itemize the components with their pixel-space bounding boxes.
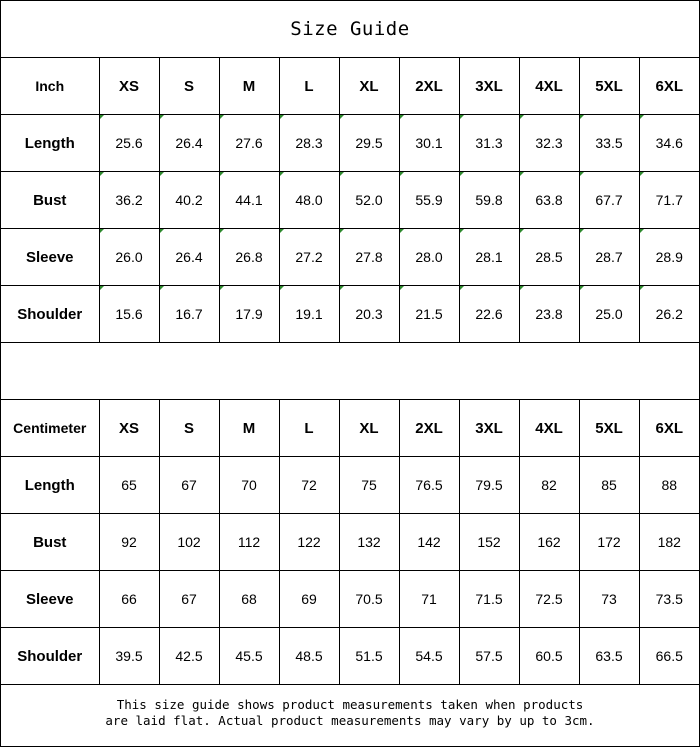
- measurement-value: 71.7: [639, 172, 699, 229]
- measurement-value: 60.5: [519, 628, 579, 685]
- measurement-value: 52.0: [339, 172, 399, 229]
- table-row: [1, 571, 699, 628]
- measurement-value: 73: [579, 571, 639, 628]
- measurement-value: 55.9: [399, 172, 459, 229]
- measurement-note: [1, 685, 699, 741]
- measurement-value: 92: [99, 514, 159, 571]
- measurement-value: 112: [219, 514, 279, 571]
- measurement-value: 36.2: [99, 172, 159, 229]
- measurement-value: 48.0: [279, 172, 339, 229]
- measurement-value: 132: [339, 514, 399, 571]
- size-header-4xl: 4XL: [519, 400, 579, 457]
- measurement-value: 28.0: [399, 229, 459, 286]
- table-row: [1, 457, 699, 514]
- measurement-value: 28.5: [519, 229, 579, 286]
- measurement-label-shoulder: Shoulder: [1, 628, 99, 685]
- measurement-value: 54.5: [399, 628, 459, 685]
- size-header-xl: XL: [339, 400, 399, 457]
- measurement-value: 182: [639, 514, 699, 571]
- measurement-value: 19.1: [279, 286, 339, 343]
- measurement-value: 21.5: [399, 286, 459, 343]
- measurement-label-shoulder: Shoulder: [1, 286, 99, 343]
- size-header-5xl: 5XL: [579, 400, 639, 457]
- table-row: [1, 229, 699, 286]
- table-spacer: [1, 343, 699, 400]
- measurement-value: 67.7: [579, 172, 639, 229]
- measurement-value: 79.5: [459, 457, 519, 514]
- measurement-value: 152: [459, 514, 519, 571]
- measurement-value: 39.5: [99, 628, 159, 685]
- measurement-value: 72.5: [519, 571, 579, 628]
- measurement-value: 42.5: [159, 628, 219, 685]
- size-header-m: M: [219, 400, 279, 457]
- measurement-value: 68: [219, 571, 279, 628]
- measurement-value: 172: [579, 514, 639, 571]
- measurement-note-line: are laid flat. Actual product measurements may vary by up to 3cm.: [105, 713, 595, 728]
- measurement-value: 73.5: [639, 571, 699, 628]
- size-header-xl: XL: [339, 58, 399, 115]
- measurement-value: 69: [279, 571, 339, 628]
- measurement-value: 63.8: [519, 172, 579, 229]
- measurement-label-bust: Bust: [1, 172, 99, 229]
- measurement-value: 32.3: [519, 115, 579, 172]
- measurement-value: 22.6: [459, 286, 519, 343]
- size-header-5xl: 5XL: [579, 58, 639, 115]
- measurement-value: 48.5: [279, 628, 339, 685]
- measurement-value: 88: [639, 457, 699, 514]
- measurement-value: 26.4: [159, 229, 219, 286]
- size-header-m: M: [219, 58, 279, 115]
- measurement-value: 70: [219, 457, 279, 514]
- measurement-value: 20.3: [339, 286, 399, 343]
- table-row: [1, 115, 699, 172]
- measurement-value: 34.6: [639, 115, 699, 172]
- table-row: [1, 286, 699, 343]
- measurement-value: 26.8: [219, 229, 279, 286]
- measurement-value: 76.5: [399, 457, 459, 514]
- measurement-value: 63.5: [579, 628, 639, 685]
- measurement-value: 25.6: [99, 115, 159, 172]
- measurement-value: 26.2: [639, 286, 699, 343]
- size-header-6xl: 6XL: [639, 58, 699, 115]
- measurement-value: 72: [279, 457, 339, 514]
- measurement-value: 17.9: [219, 286, 279, 343]
- measurement-note-line: This size guide shows product measurements taken when products: [116, 697, 584, 712]
- measurement-value: 67: [159, 571, 219, 628]
- measurement-value: 122: [279, 514, 339, 571]
- measurement-value: 31.3: [459, 115, 519, 172]
- centimeter-size-table: [1, 400, 699, 685]
- size-header-xs: XS: [99, 58, 159, 115]
- measurement-value: 25.0: [579, 286, 639, 343]
- measurement-label-sleeve: Sleeve: [1, 229, 99, 286]
- measurement-value: 26.4: [159, 115, 219, 172]
- measurement-value: 27.8: [339, 229, 399, 286]
- measurement-value: 26.0: [99, 229, 159, 286]
- measurement-value: 142: [399, 514, 459, 571]
- measurement-label-sleeve: Sleeve: [1, 571, 99, 628]
- measurement-value: 28.7: [579, 229, 639, 286]
- measurement-value: 16.7: [159, 286, 219, 343]
- measurement-value: 75: [339, 457, 399, 514]
- inch-header-row: [1, 58, 699, 115]
- measurement-value: 28.1: [459, 229, 519, 286]
- measurement-value: 27.2: [279, 229, 339, 286]
- measurement-value: 15.6: [99, 286, 159, 343]
- size-header-2xl: 2XL: [399, 58, 459, 115]
- measurement-value: 85: [579, 457, 639, 514]
- measurement-value: 70.5: [339, 571, 399, 628]
- measurement-value: 65: [99, 457, 159, 514]
- measurement-value: 66.5: [639, 628, 699, 685]
- measurement-value: 59.8: [459, 172, 519, 229]
- measurement-value: 57.5: [459, 628, 519, 685]
- cm-header-row: [1, 400, 699, 457]
- cm-unit-label: Centimeter: [1, 400, 99, 457]
- measurement-value: 71.5: [459, 571, 519, 628]
- measurement-value: 44.1: [219, 172, 279, 229]
- size-header-l: L: [279, 58, 339, 115]
- size-header-2xl: 2XL: [399, 400, 459, 457]
- measurement-value: 27.6: [219, 115, 279, 172]
- measurement-value: 28.3: [279, 115, 339, 172]
- measurement-value: 28.9: [639, 229, 699, 286]
- size-header-xs: XS: [99, 400, 159, 457]
- measurement-value: 33.5: [579, 115, 639, 172]
- page-title: Size Guide: [1, 1, 699, 58]
- measurement-value: 40.2: [159, 172, 219, 229]
- measurement-value: 162: [519, 514, 579, 571]
- measurement-value: 102: [159, 514, 219, 571]
- measurement-value: 29.5: [339, 115, 399, 172]
- measurement-value: 30.1: [399, 115, 459, 172]
- measurement-label-length: Length: [1, 115, 99, 172]
- measurement-value: 82: [519, 457, 579, 514]
- inch-unit-label: Inch: [1, 58, 99, 115]
- size-header-4xl: 4XL: [519, 58, 579, 115]
- table-row: [1, 172, 699, 229]
- measurement-value: 51.5: [339, 628, 399, 685]
- measurement-value: 71: [399, 571, 459, 628]
- size-header-s: S: [159, 400, 219, 457]
- inch-size-table: [1, 58, 699, 343]
- table-row: [1, 628, 699, 685]
- table-row: [1, 514, 699, 571]
- measurement-label-length: Length: [1, 457, 99, 514]
- size-header-s: S: [159, 58, 219, 115]
- size-header-3xl: 3XL: [459, 58, 519, 115]
- measurement-value: 66: [99, 571, 159, 628]
- size-header-6xl: 6XL: [639, 400, 699, 457]
- size-header-l: L: [279, 400, 339, 457]
- measurement-value: 23.8: [519, 286, 579, 343]
- measurement-label-bust: Bust: [1, 514, 99, 571]
- measurement-value: 45.5: [219, 628, 279, 685]
- size-header-3xl: 3XL: [459, 400, 519, 457]
- measurement-value: 67: [159, 457, 219, 514]
